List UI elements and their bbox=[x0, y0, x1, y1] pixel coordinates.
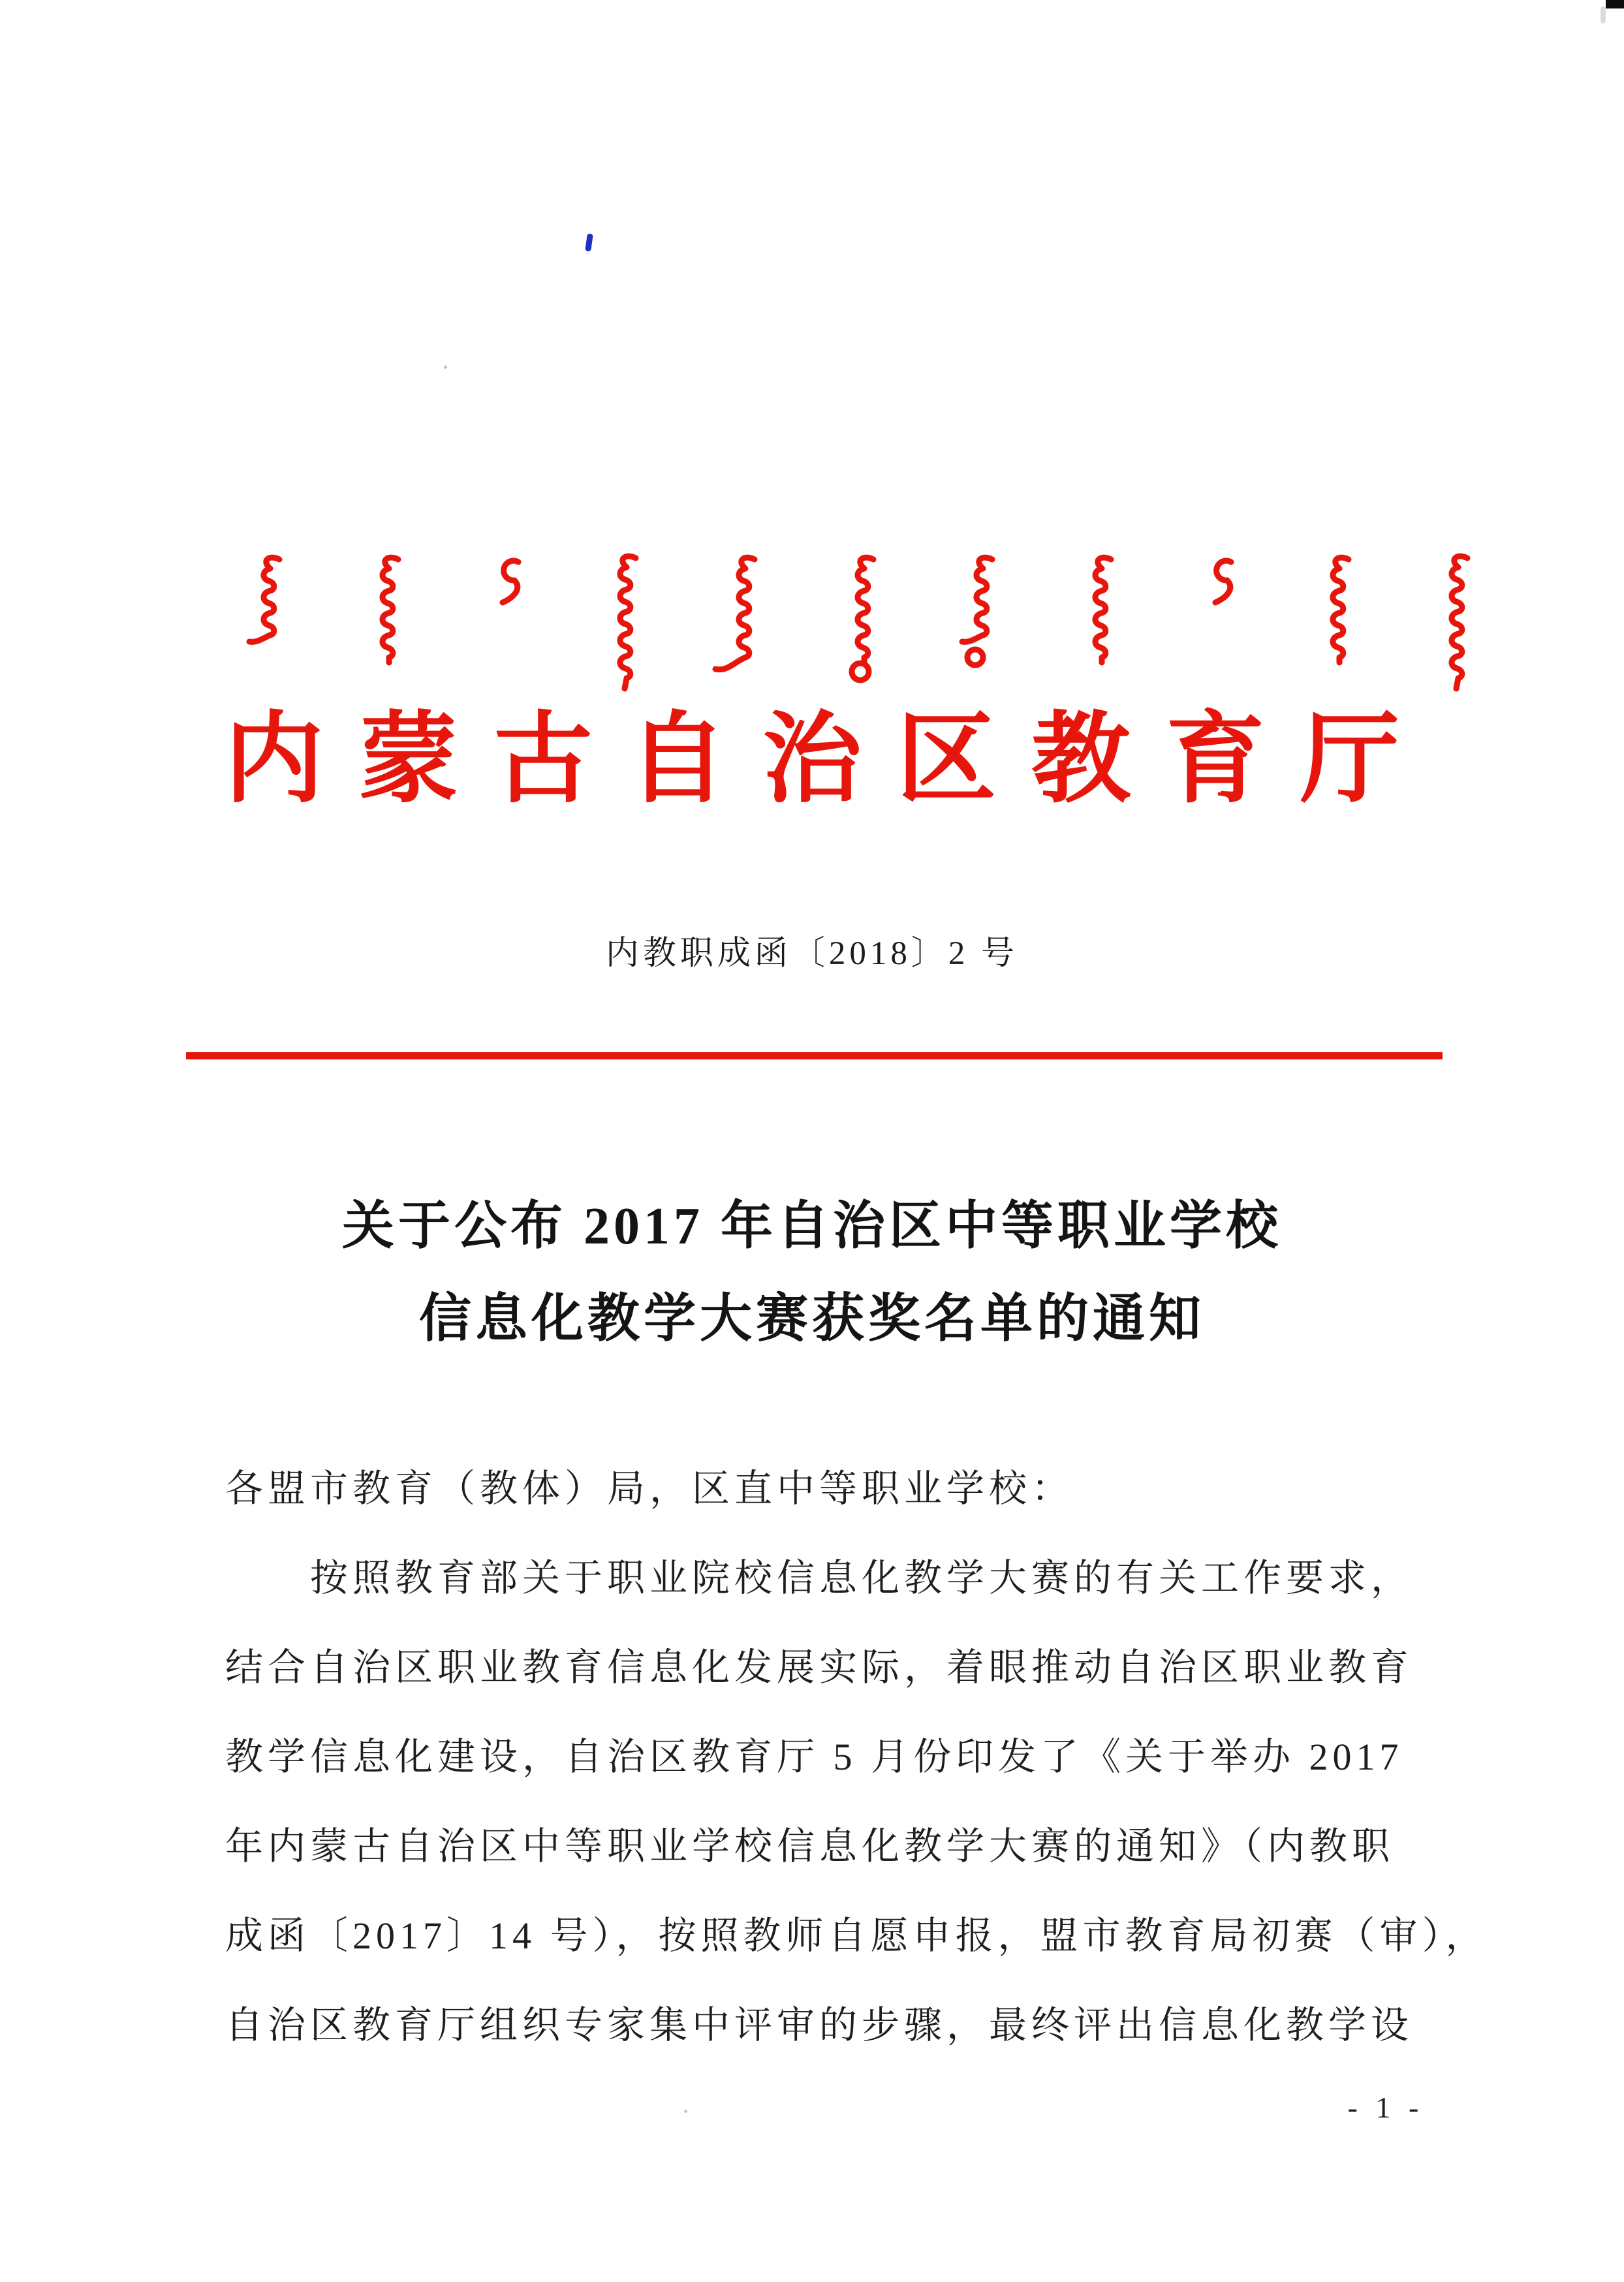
notice-title-line2: 信息化教学大赛获奖名单的通知 bbox=[419, 1290, 1205, 1348]
mongolian-word bbox=[1095, 557, 1111, 663]
scan-artifact-smudge bbox=[1601, 7, 1606, 23]
mongolian-word bbox=[1452, 556, 1467, 689]
mongolian-word bbox=[249, 557, 279, 642]
body-line-4: 年内蒙古自治区中等职业学校信息化教学大赛的通知》（内教职 bbox=[225, 1825, 1395, 1868]
notice-body bbox=[225, 1444, 1488, 2070]
mongolian-word bbox=[620, 556, 636, 689]
agency-name: 内蒙古自治区教育厅 bbox=[225, 705, 1435, 815]
mongolian-word bbox=[962, 557, 992, 642]
mongolian-script-title bbox=[215, 552, 1508, 692]
ink-mark bbox=[585, 234, 593, 252]
scan-speck bbox=[444, 366, 447, 369]
mongolian-word bbox=[858, 557, 873, 663]
body-line-1: 按照教育部关于职业院校信息化教学大赛的有关工作要求， bbox=[310, 1557, 1414, 1599]
salutation-line: 各盟市教育（教体）局，区直中等职业学校： bbox=[225, 1467, 1074, 1510]
body-line-2: 结合自治区职业教育信息化发展实际，着眼推动自治区职业教育 bbox=[225, 1646, 1414, 1689]
notice-title bbox=[0, 1180, 1624, 1366]
notice-title-line1: 关于公布 2017 年自治区中等职业学校 bbox=[342, 1198, 1282, 1255]
scan-speck bbox=[684, 2110, 687, 2113]
mongolian-word bbox=[383, 557, 398, 663]
mongolian-word bbox=[1215, 561, 1231, 602]
body-line-6: 自治区教育厅组织专家集中评审的步骤，最终评出信息化教学设 bbox=[225, 2004, 1414, 2046]
body-line-3: 教学信息化建设，自治区教育厅 5 月份印发了《关于举办 2017 bbox=[225, 1736, 1403, 1778]
page-number: - 1 - bbox=[1347, 2091, 1424, 2124]
red-divider-line bbox=[186, 1052, 1443, 1059]
mongolian-word bbox=[1333, 557, 1349, 663]
body-line-5: 成函〔2017〕14 号），按照教师自愿申报，盟市教育局初赛（审）， bbox=[225, 1915, 1488, 1957]
mongolian-word bbox=[715, 557, 755, 670]
document-number: 内教职成函〔2018〕2 号 bbox=[605, 935, 1019, 972]
mongolian-word bbox=[852, 663, 869, 680]
mongolian-word bbox=[967, 649, 983, 665]
mongolian-word bbox=[503, 561, 518, 602]
scan-artifact-corner bbox=[1606, 0, 1624, 8]
